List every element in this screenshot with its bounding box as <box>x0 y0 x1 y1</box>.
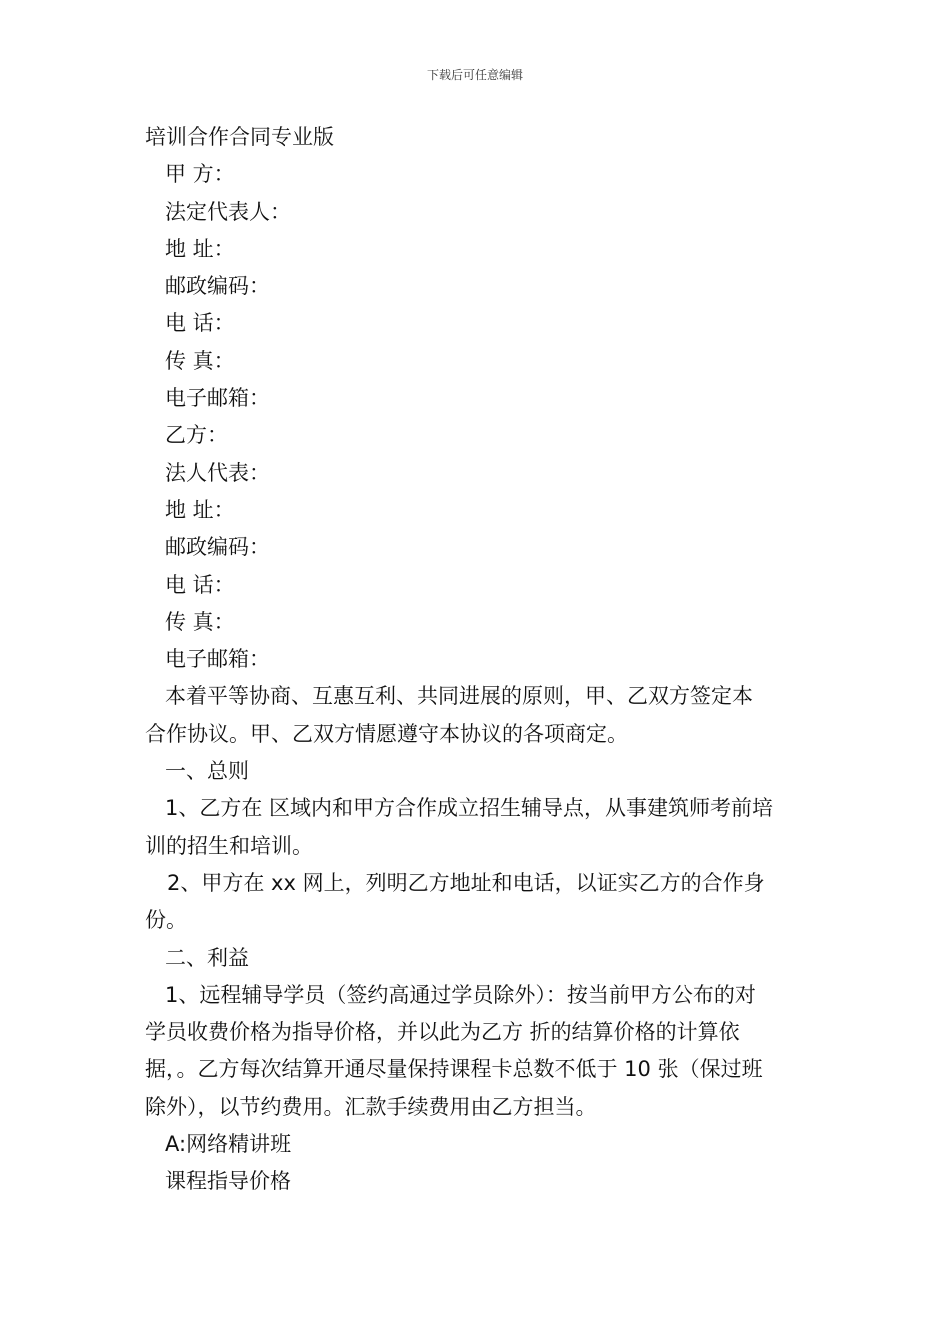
party-b-label: 乙方： <box>165 423 228 448</box>
party-a-postcode: 邮政编码： <box>165 274 270 299</box>
section-1-item-2-line-1: 2、甲方在 xx 网上，列明乙方地址和电话，以证实乙方的合作身 <box>167 870 765 895</box>
party-b-postcode: 邮政编码： <box>165 535 270 560</box>
section-2-heading: 二、利益 <box>165 945 249 970</box>
section-1-heading: 一、总则 <box>165 759 249 784</box>
party-a-address: 地 址： <box>165 236 235 261</box>
page-header: 下载后可任意编辑 <box>426 68 523 82</box>
section-2-item-1-line-2: 学员收费价格为指导价格，并以此为乙方 折的结算价格的计算依 <box>145 1020 740 1045</box>
party-a-representative: 法定代表人： <box>165 199 291 224</box>
section-1-item-1-line-1: 1、乙方在 区域内和甲方合作成立招生辅导点，从事建筑师考前培 <box>165 796 774 821</box>
party-b-email: 电子邮箱： <box>165 647 270 672</box>
intro-line-2: 合作协议。甲、乙双方情愿遵守本协议的各项商定。 <box>145 721 628 746</box>
party-a-email: 电子邮箱： <box>165 386 270 411</box>
party-a-label: 甲 方： <box>165 162 235 187</box>
document-body <box>145 119 809 1201</box>
party-a-fax: 传 真： <box>165 348 235 373</box>
section-1-item-1-line-2: 训的招生和培训。 <box>145 833 313 858</box>
party-b-phone: 电 话： <box>165 572 235 597</box>
section-2-sub-a: A:网络精讲班 <box>165 1132 292 1157</box>
party-b-representative: 法人代表： <box>165 460 270 485</box>
document-title: 培训合作合同专业版 <box>145 125 334 149</box>
party-b-fax: 传 真： <box>165 609 235 634</box>
section-2-item-1-line-3: 据，。乙方每次结算开通尽量保持课程卡总数不低于 10 张（保过班 <box>145 1057 763 1082</box>
intro-line-1: 本着平等协商、互惠互利、共同进展的原则，甲、乙双方签定本 <box>165 684 753 709</box>
section-2-item-1-line-1: 1、远程辅导学员（签约高通过学员除外）：按当前甲方公布的对 <box>165 982 756 1007</box>
section-2-course-price: 课程指导价格 <box>165 1169 291 1194</box>
section-2-item-1-line-4: 除外），以节约费用。汇款手续费用由乙方担当。 <box>145 1094 597 1119</box>
party-a-phone: 电 话： <box>165 311 235 336</box>
party-b-address: 地 址： <box>165 497 235 522</box>
section-1-item-2-line-2: 份。 <box>145 908 187 933</box>
